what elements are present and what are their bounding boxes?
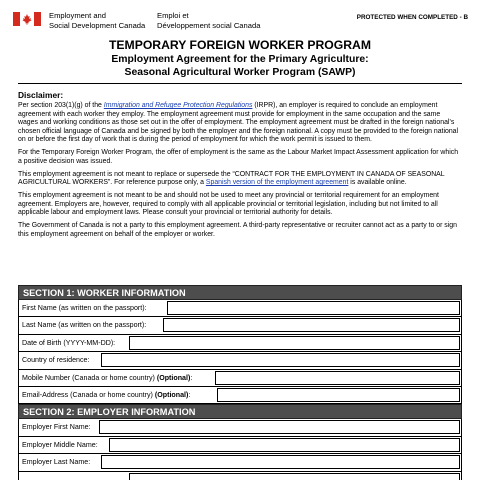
worker-dob-label: Date of Birth (YYYY-MM-DD): <box>22 335 115 351</box>
protection-marking: PROTECTED WHEN COMPLETED - B <box>356 14 468 21</box>
employer-first-name-input[interactable] <box>99 420 460 434</box>
employer-first-name-row <box>18 419 462 436</box>
department-name-french: Emploi et Développement social Canada <box>157 11 261 30</box>
worker-first-name-label: First Name (as written on the passport): <box>22 300 147 316</box>
disclaimer-section <box>18 90 462 244</box>
employer-last-name-row <box>18 454 462 471</box>
worker-first-name-input[interactable] <box>167 301 460 315</box>
disclaimer-paragraph-3: This employment agreement is not meant to replace or supersede the “CONTRACT FOR THE EMPLOYMENT IN CANADA OF SEASONAL AGRICULTURAL WORKERS”. For reference purpose only, a Spanish version of the employment agreement is available online. <box>18 170 445 187</box>
employer-first-name-label: Employer First Name: <box>22 419 91 435</box>
employer-next-row <box>18 472 462 480</box>
worker-country-label: Country of residence: <box>22 352 89 368</box>
page-header <box>0 0 480 36</box>
disclaimer-paragraph-1: Per section 203(1)(g) of the Immigration and Refugee Protection Regulations (IRPR), an employer is required to conclude an employment agreement with each worker they employ. The employment agreement must provide for employment in the same occupation and the same wages and working conditions as those set out in the offer of employment. The employment agreement must be drafted in the foreign national’s chosen official language of Canada and be signed by both the employer and the foreign national. A copy must be provided to the foreign national on or before the first day of work that is during the period of employment for which the work permit is issued to them. <box>18 102 459 143</box>
worker-mobile-row <box>18 370 462 387</box>
title-divider <box>18 83 462 84</box>
employer-next-input[interactable] <box>129 473 460 480</box>
worker-last-name-input[interactable] <box>163 318 460 332</box>
worker-last-name-label: Last Name (as written on the passport): <box>22 317 146 333</box>
disclaimer-paragraph-5: The Government of Canada is not a party to this employment agreement. A third-party representative or recruiter cannot act as a party to or sign this employment agreement on behalf of the employer or worker. <box>18 222 457 238</box>
disclaimer-paragraph-2: For the Temporary Foreign Worker Program, the offer of employment is the same as the Labour Market Impact Assessment application for which a positive decision was issued. <box>18 149 459 165</box>
canada-flag-icon <box>13 12 41 26</box>
worker-dob-input[interactable] <box>129 336 460 350</box>
disclaimer-paragraph-4: This employment agreement is not meant to be and should not be used to meet any provincial or territorial requirement for an employment agreement. Employers are, however, required to comply with all applicable provincial or territorial legislation, including but not limited to all applicable labour and employment laws. Please consult your provincial or territorial authority for details. <box>18 192 439 217</box>
worker-mobile-label: Mobile Number (Canada or home country) (Optional): <box>22 370 192 386</box>
employer-middle-name-label: Employer Middle Name: <box>22 437 98 453</box>
irpr-link[interactable]: Immigration and Refugee Protection Regulations <box>103 102 253 109</box>
employer-middle-name-row <box>18 437 462 454</box>
section-1-header: SECTION 1: WORKER INFORMATION <box>18 285 462 300</box>
worker-mobile-input[interactable] <box>215 371 460 385</box>
spanish-version-link[interactable]: Spanish version of the employment agreement <box>205 179 349 187</box>
worker-country-row <box>18 352 462 369</box>
employer-last-name-label: Employer Last Name: <box>22 454 90 470</box>
agreement-form <box>18 285 462 480</box>
department-name-english: Employment and Social Development Canada <box>49 11 146 30</box>
employer-last-name-input[interactable] <box>101 455 460 469</box>
disclaimer-heading: Disclaimer: <box>18 90 64 100</box>
worker-email-row <box>18 387 462 404</box>
agreement-title: Employment Agreement for the Primary Agriculture: <box>111 54 369 65</box>
worker-country-input[interactable] <box>101 353 460 367</box>
section-2-header: SECTION 2: EMPLOYER INFORMATION <box>18 404 462 419</box>
worker-email-input[interactable] <box>217 388 460 402</box>
form-titles <box>0 38 480 79</box>
employer-middle-name-input[interactable] <box>109 438 460 452</box>
worker-dob-row <box>18 335 462 352</box>
worker-last-name-row <box>18 317 462 334</box>
agreement-subtitle: Seasonal Agricultural Worker Program (SAWP) <box>124 67 356 78</box>
program-title: TEMPORARY FOREIGN WORKER PROGRAM <box>108 38 372 52</box>
worker-first-name-row <box>18 300 462 317</box>
worker-email-label: Email-Address (Canada or home country) (Optional): <box>22 387 190 403</box>
